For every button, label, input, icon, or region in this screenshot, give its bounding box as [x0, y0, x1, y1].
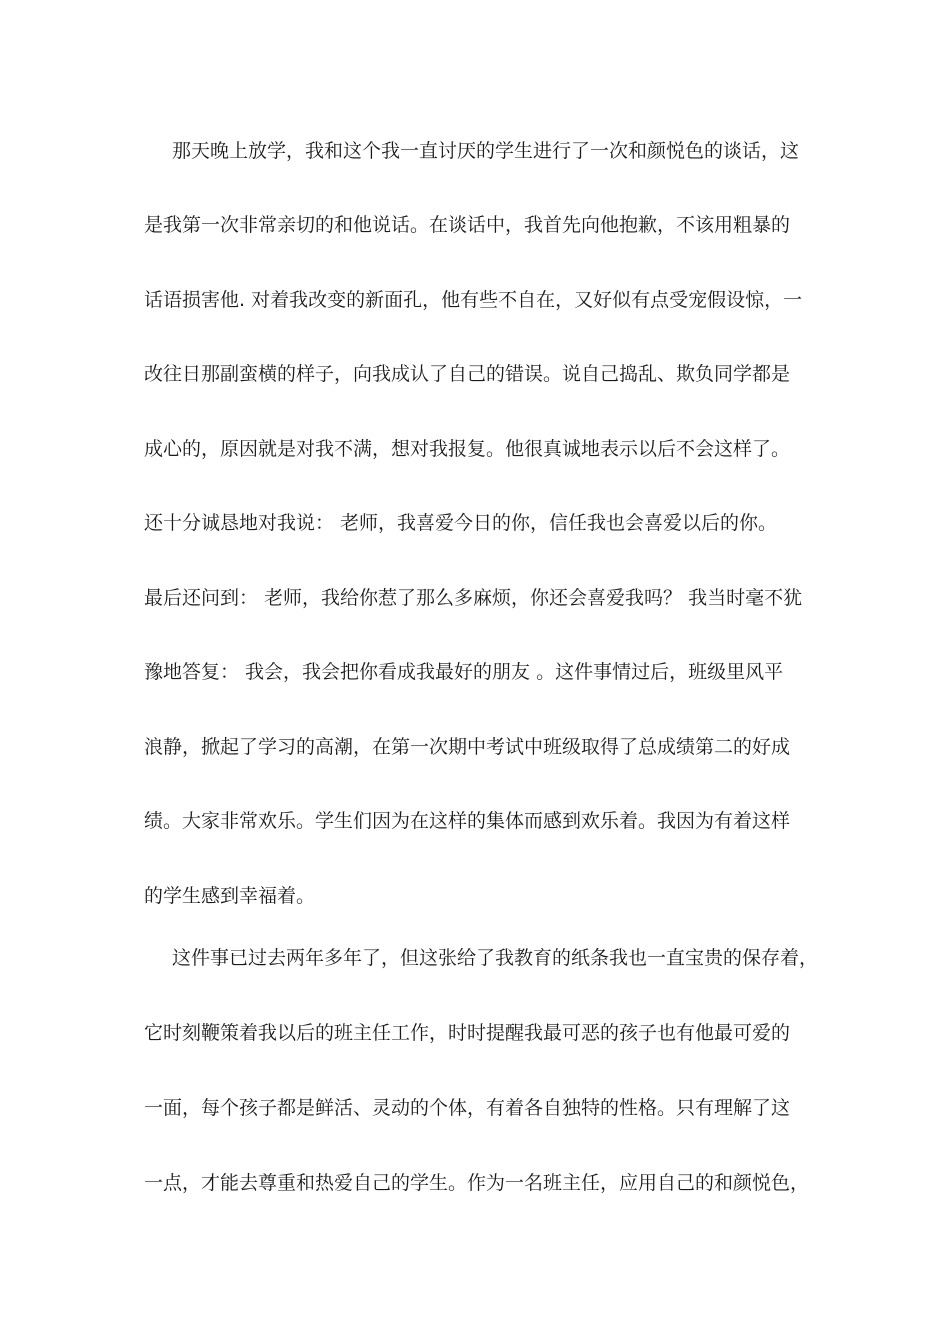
paragraph-1-line-10: 绩。大家非常欢乐。学生们因为在这样的集体而感到欢乐着。我因为有着这样 [144, 810, 791, 832]
paragraph-2-line-3: 一面，每个孩子都是鲜活、灵动的个体，有着各自独特的性格。只有理解了这 [144, 1097, 791, 1119]
paragraph-1-line-1: 那天晚上放学，我和这个我一直讨厌的学生进行了一次和颜悦色的谈话，这 [172, 140, 800, 162]
paragraph-2-line-2: 它时刻鞭策着我以后的班主任工作，时时提醒我最可恶的孩子也有他最可爱的 [144, 1022, 791, 1044]
paragraph-1-line-8: 豫地答复： 我会，我会把你看成我最好的朋友 。这件事情过后，班级里风平 [144, 661, 784, 683]
paragraph-1-line-7: 最后还问到： 老师，我给你惹了那么多麻烦，你还会喜爱我吗？ 我当时毫不犹 [144, 587, 803, 609]
paragraph-1-line-5: 成心的，原因就是对我不满，想对我报复。他很真诚地表示以后不会这样了。 [144, 438, 791, 460]
paragraph-1-line-9: 浪静，掀起了学习的高潮，在第一次期中考试中班级取得了总成绩第二的好成 [144, 736, 791, 758]
paragraph-1-line-6: 还十分诚恳地对我说： 老师，我喜爱今日的你，信任我也会喜爱以后的你。 [144, 512, 778, 534]
paragraph-1-line-2: 是我第一次非常亲切的和他说话。在谈话中，我首先向他抱歉，不该用粗暴的 [144, 214, 791, 236]
paragraph-1-line-11: 的学生感到幸福着。 [144, 885, 316, 907]
paragraph-2-line-4: 一点，才能去尊重和热爱自己的学生。作为一名班主任，应用自己的和颜悦色， [144, 1172, 810, 1194]
paragraph-1-line-4: 改往日那副蛮横的样子，向我成认了自己的错误。说自己捣乱、欺负同学都是 [144, 363, 791, 385]
paragraph-2-line-1: 这件事已过去两年多年了，但这张给了我教育的纸条我也一直宝贵的保存着， [172, 947, 819, 969]
paragraph-1-line-3: 话语损害他. 对着我改变的新面孔，他有些不自在，又好似有点受宠假设惊，一 [144, 289, 803, 311]
